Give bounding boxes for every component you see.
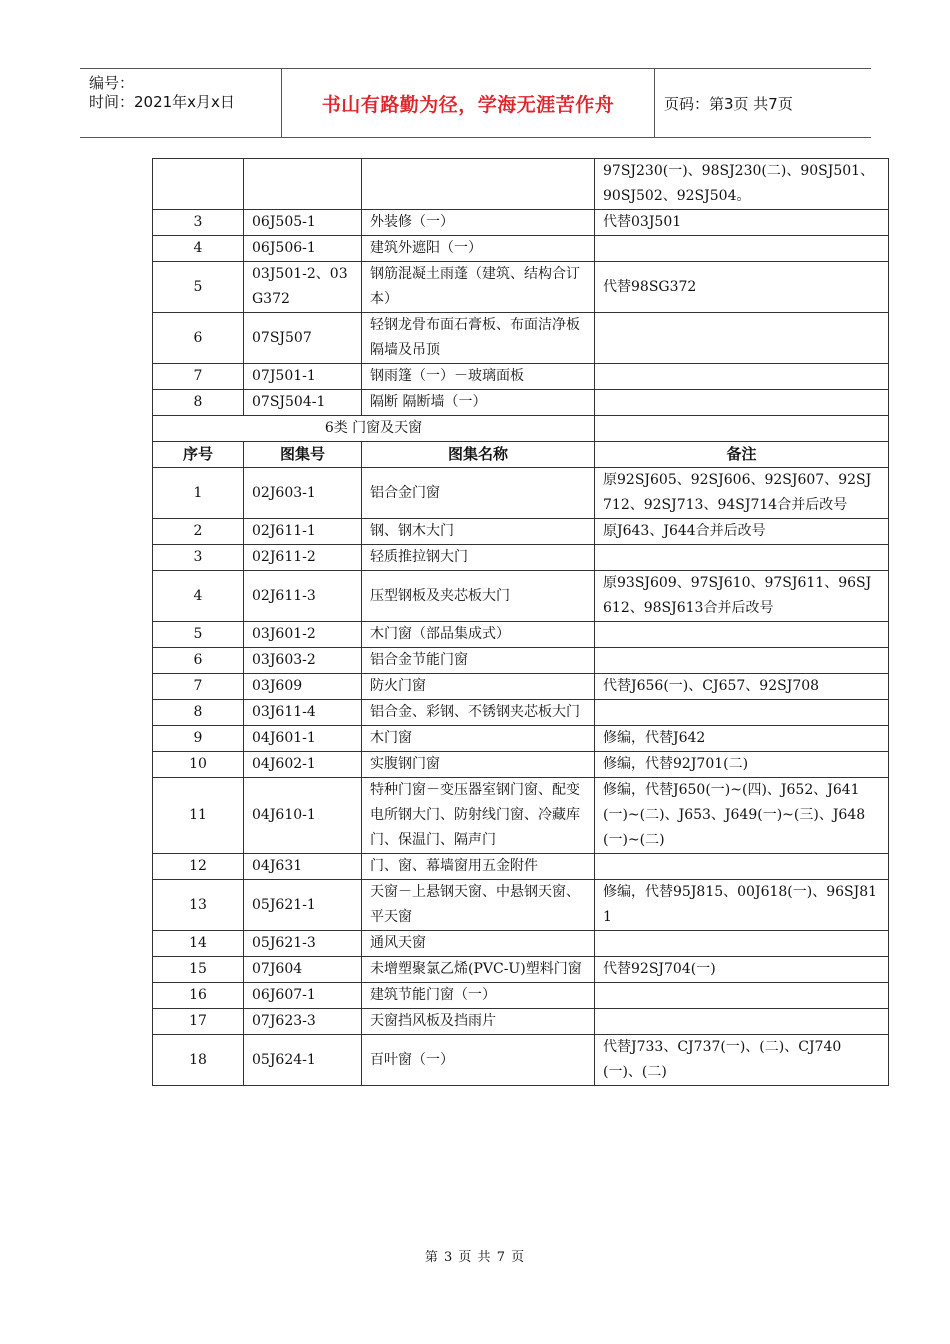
row-code: 07SJ507 [244,313,362,364]
table-row [153,236,889,262]
row-seq [153,159,244,210]
row-name: 建筑外遮阳（一） [362,236,595,262]
row-note: 代替J733、CJ737(一)、(二)、CJ740(一)、(二) [595,1035,889,1086]
header-page-cell [655,69,871,137]
table-row [153,1009,889,1035]
row-seq: 5 [153,262,244,313]
row-code: 03J609 [244,674,362,700]
row-name: 防火门窗 [362,674,595,700]
table-row [153,545,889,571]
table-row [153,726,889,752]
row-seq: 17 [153,1009,244,1035]
table-row [153,931,889,957]
row-name: 压型钢板及夹芯板大门 [362,571,595,622]
row-name: 未增塑聚氯乙烯(PVC-U)塑料门窗 [362,957,595,983]
row-code: 05J624-1 [244,1035,362,1086]
row-seq: 10 [153,752,244,778]
row-seq: 4 [153,236,244,262]
table-row [153,210,889,236]
row-code: 02J603-1 [244,468,362,519]
row-code: 04J601-1 [244,726,362,752]
row-note: 原93SJ609、97SJ610、97SJ611、96SJ612、98SJ613合并后改号 [595,571,889,622]
row-seq: 11 [153,778,244,854]
row-name: 外装修（一） [362,210,595,236]
row-code: 07J501-1 [244,364,362,390]
row-code: 04J610-1 [244,778,362,854]
row-note [595,545,889,571]
row-name: 铝合金门窗 [362,468,595,519]
header-page-number: 页码：第3页 共7页 [664,94,793,113]
row-note [595,390,889,416]
row-note: 代替03J501 [595,210,889,236]
row-name: 特种门窗－变压器室钢门窗、配变电所钢大门、防射线门窗、冷藏库门、保温门、隔声门 [362,778,595,854]
row-code: 06J506-1 [244,236,362,262]
row-seq: 8 [153,390,244,416]
category-section [153,416,889,468]
table-row [153,674,889,700]
row-name: 钢雨篷（一）－玻璃面板 [362,364,595,390]
header-name: 图集名称 [362,442,595,468]
table-row [153,648,889,674]
row-name: 轻质推拉钢大门 [362,545,595,571]
row-seq: 9 [153,726,244,752]
atlas-catalog-table [152,158,889,1086]
row-note: 修编，代替95J815、00J618(一)、96SJ811 [595,880,889,931]
row-seq: 18 [153,1035,244,1086]
row-name: 钢筋混凝土雨蓬（建筑、结构合订本） [362,262,595,313]
row-note: 原92SJ605、92SJ606、92SJ607、92SJ712、92SJ713、94SJ714合并后改号 [595,468,889,519]
row-note: 代替92SJ704(一) [595,957,889,983]
row-seq: 6 [153,648,244,674]
table-row [153,957,889,983]
row-name: 通风天窗 [362,931,595,957]
header-seq: 序号 [153,442,244,468]
row-code: 05J621-3 [244,931,362,957]
table-row [153,752,889,778]
category-title-blank [595,416,889,442]
header-meta-cell [80,69,282,137]
row-note [595,983,889,1009]
row-seq: 15 [153,957,244,983]
table-row [153,778,889,854]
row-code: 07J623-3 [244,1009,362,1035]
row-code: 04J631 [244,854,362,880]
header-note: 备注 [595,442,889,468]
row-code: 03J611-4 [244,700,362,726]
table-row [153,390,889,416]
table-row [153,700,889,726]
document-number-label: 编号： [89,74,135,92]
row-seq: 7 [153,674,244,700]
row-name: 铝合金节能门窗 [362,648,595,674]
row-code [244,159,362,210]
row-code: 04J602-1 [244,752,362,778]
row-code: 05J621-1 [244,880,362,931]
row-seq: 3 [153,210,244,236]
row-note [595,931,889,957]
row-note: 修编，代替J650(一)~(四)、J652、J641(一)~(二)、J653、J649(一)~(三)、J648(一)~(二) [595,778,889,854]
row-code: 07SJ504-1 [244,390,362,416]
table-row [153,880,889,931]
row-seq: 1 [153,468,244,519]
table-row [153,468,889,519]
row-note [595,313,889,364]
row-note: 原J643、J644合并后改号 [595,519,889,545]
category-title: 6类 门窗及天窗 [153,416,595,442]
row-name: 铝合金、彩钢、不锈钢夹芯板大门 [362,700,595,726]
row-seq: 2 [153,519,244,545]
row-seq: 8 [153,700,244,726]
row-name: 天窗挡风板及挡雨片 [362,1009,595,1035]
row-name: 轻钢龙骨布面石膏板、布面洁净板隔墙及吊顶 [362,313,595,364]
row-note [595,236,889,262]
row-seq: 16 [153,983,244,1009]
page-footer: 第 3 页 共 7 页 [424,1250,526,1265]
row-note [595,700,889,726]
row-code: 02J611-2 [244,545,362,571]
row-note [595,854,889,880]
row-seq: 13 [153,880,244,931]
row-seq: 3 [153,545,244,571]
table-header-row [153,442,889,468]
row-name: 天窗－上悬钢天窗、中悬钢天窗、平天窗 [362,880,595,931]
table-row [153,364,889,390]
row-seq: 4 [153,571,244,622]
row-seq: 12 [153,854,244,880]
row-code: 03J501-2、03G372 [244,262,362,313]
row-code: 07J604 [244,957,362,983]
row-name: 建筑节能门窗（一） [362,983,595,1009]
table-row [153,159,889,210]
header-motto-cell [282,69,655,137]
document-time-label: 时间：2021年x月x日 [89,93,235,111]
row-name: 门、窗、幕墙窗用五金附件 [362,854,595,880]
table-row [153,519,889,545]
row-seq: 14 [153,931,244,957]
row-seq: 7 [153,364,244,390]
category-rows [153,468,889,1086]
row-note: 97SJ230(一)、98SJ230(二)、90SJ501、90SJ502、92SJ504。 [595,159,889,210]
row-code: 02J611-3 [244,571,362,622]
header-motto: 书山有路勤为径，学海无涯苦作舟 [321,93,615,116]
table-row [153,313,889,364]
row-note: 修编，代替J642 [595,726,889,752]
row-code: 03J603-2 [244,648,362,674]
row-name: 木门窗 [362,726,595,752]
row-note [595,1009,889,1035]
row-name: 实腹钢门窗 [362,752,595,778]
category-title-row [153,416,889,442]
table-row [153,983,889,1009]
row-name [362,159,595,210]
row-code: 06J505-1 [244,210,362,236]
row-name: 钢、钢木大门 [362,519,595,545]
row-seq: 6 [153,313,244,364]
row-note: 代替98SG372 [595,262,889,313]
table-row [153,262,889,313]
table-row [153,1035,889,1086]
table-row [153,571,889,622]
table-row [153,622,889,648]
row-name: 木门窗（部品集成式） [362,622,595,648]
row-name: 百叶窗（一） [362,1035,595,1086]
row-code: 03J601-2 [244,622,362,648]
page-header [80,68,871,138]
row-note [595,648,889,674]
table-row [153,854,889,880]
row-name: 隔断 隔断墙（一） [362,390,595,416]
row-note: 修编，代替92J701(二) [595,752,889,778]
row-code: 02J611-1 [244,519,362,545]
continued-rows [153,159,889,416]
row-note [595,364,889,390]
header-code: 图集号 [244,442,362,468]
row-note: 代替J656(一)、CJ657、92SJ708 [595,674,889,700]
row-note [595,622,889,648]
row-seq: 5 [153,622,244,648]
row-code: 06J607-1 [244,983,362,1009]
